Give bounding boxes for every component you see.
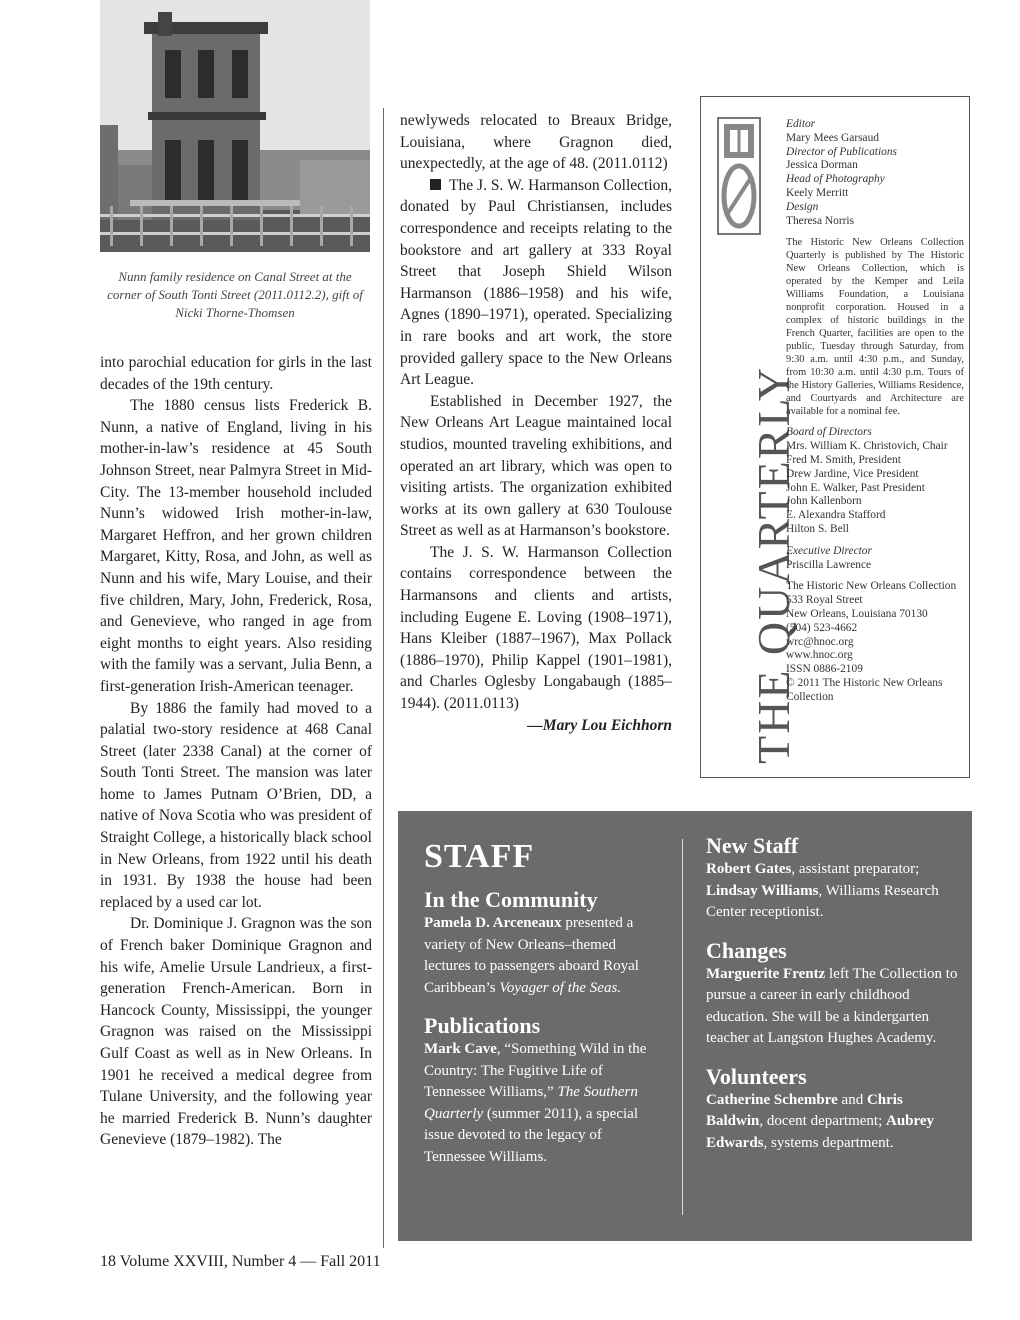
- new-staff-heading: New Staff: [706, 833, 799, 858]
- board-member: Drew Jardine, Vice President: [786, 467, 919, 480]
- staff-right-column: [706, 833, 958, 1168]
- photography-label: Head of Photography: [786, 173, 885, 186]
- staff-divider: [682, 839, 683, 1215]
- community-text: [424, 913, 664, 999]
- text: , systems department.: [763, 1134, 894, 1151]
- board-member: Mrs. William K. Christovich, Chair: [786, 440, 948, 453]
- volunteer-name: Catherine Schembre: [706, 1091, 838, 1108]
- publications-heading: Publications: [424, 1013, 541, 1038]
- article-column-1: [100, 352, 372, 1151]
- journal-name: The Southern Quarterly: [424, 1084, 638, 1122]
- staff-box: [398, 811, 972, 1241]
- board-member: John Kallenborn: [786, 495, 862, 508]
- volunteer-name: Aubrey Edwards: [706, 1113, 935, 1151]
- phone: (504) 523-4662: [786, 621, 858, 634]
- text: (summer 2011), a special issue devoted to the legacy of Tennessee Williams.: [424, 1105, 638, 1165]
- board-member: Hilton S. Bell: [786, 522, 849, 535]
- board-member: Fred M. Smith, President: [786, 453, 901, 466]
- paragraph: Dr. Dominique J. Gragnon was the son of French baker Dominique Gragnon and his wife, Amelie Ursule Landrieux, a first-generation French-American. Born in Hancock County, Mississippi, the younger Gragnon was raised on the Mississippi Gulf Coast as well as in New Orleans. In 1901 he received a medical degree from Tulane University, and the following year he married Frederick B. Nunn’s daughter Genevieve (1879–1982). The: [100, 915, 372, 1149]
- about-text: The Historic New Orleans Collection Quarterly is published by The Historic New Orleans Collection, which is operated by the Kemper and Leila Williams Foundation, a Louisiana nonprofit corporation. Housed in a complex of historic buildings in the French Quarter, facilities are open to the public, Tuesday through Saturday, from 9:30 a.m. until 4:30 p.m., and Sunday, from 10:30 a.m. until 4:30 p.m. Tours of the History Galleries, Williams Residence, and Courtyards and Architecture are available for a nominal fee.: [786, 237, 964, 418]
- house-photo: [100, 0, 370, 252]
- board-member: John E. Walker, Past President: [786, 481, 925, 494]
- photography-name: Keely Merritt: [786, 186, 849, 199]
- exec-label: Executive Director: [786, 544, 872, 557]
- paragraph: newlyweds relocated to Breaux Bridge, Louisiana, where Gragnon died, unexpectedly, at the age of 48. (2011.0112): [400, 112, 672, 173]
- volunteer-name: Chris Baldwin: [706, 1091, 903, 1129]
- hnoc-logo: [716, 116, 762, 236]
- volunteers-text: [706, 1090, 958, 1155]
- paragraph: The J. S. W. Harmanson Collection contains correspondence between the Harmansons and clients and artists, including Eugene E. Loving (1908–1971), Hans Kleiber (1887–1967), Max Pollack (1886–1970), Philip Kappel (1901–1981), and Charles Oglesby Longabaugh (1885–1944). (2011.0113): [400, 543, 672, 713]
- issn: ISSN 0886-2109: [786, 663, 863, 676]
- text: , Williams Research Center receptionist.: [706, 882, 939, 920]
- board-label: Board of Directors: [786, 426, 872, 439]
- editor-label: Editor: [786, 118, 816, 130]
- paragraph: The 1880 census lists Frederick B. Nunn, a native of England, living in his mother-in-law’s residence at 45 South Johnson Street, near Palmyra Street in Mid-City. The 13-member household included Nunn’s widowed Irish mother-in-law, Margaret Heffron, and her grown children Margaret, Kitty, Rosa, and John, as well as Nunn and his wife, Mary Louise, and their five children, Mary, John, Frederick, Rosa, and Genevieve, who ranged in age from eight months to eight years. Also residing with the family was a servant, Julia Benn, a first-generation Irish-American teenager.: [100, 397, 372, 695]
- staff-title: STAFF: [424, 838, 535, 875]
- masthead-info: [786, 118, 964, 713]
- design-label: Design: [786, 200, 819, 213]
- address-line: New Orleans, Louisiana 70130: [786, 607, 928, 620]
- email-link[interactable]: wrc@hnoc.org: [786, 635, 854, 648]
- text: presented a variety of New Orleans–themed lectures to passengers aboard Royal Caribbean’s: [424, 915, 639, 996]
- staff-name: Mark Cave: [424, 1041, 497, 1057]
- address-line: The Historic New Orleans Collection: [786, 580, 957, 593]
- text: , “Something Wild in the Country: The Fugitive Life of Tennessee Williams,”: [424, 1041, 647, 1100]
- design-name: Theresa Norris: [786, 214, 854, 227]
- volunteers-heading: Volunteers: [706, 1063, 807, 1089]
- ship-name: Voyager of the Seas.: [499, 979, 622, 996]
- website-link[interactable]: www.hnoc.org: [786, 649, 853, 662]
- community-heading: In the Community: [424, 887, 598, 912]
- text: and: [837, 1091, 867, 1108]
- section-marker-icon: [430, 179, 441, 190]
- staff-left-column: [424, 837, 664, 1182]
- new-staff-text: [706, 859, 958, 924]
- article-column-2: [400, 110, 672, 736]
- text: , assistant preparator;: [791, 861, 920, 877]
- text: , docent department;: [759, 1113, 886, 1129]
- photo-caption: Nunn family residence on Canal Street at the corner of South Tonti Street (2011.0112.2), gift of Nicki Thorne-Thomsen: [107, 269, 363, 320]
- changes-text: [706, 964, 958, 1050]
- text: left The Collection to pursue a career in early childhood education. She will be a kindergarten teacher at Langston Hughes Academy.: [706, 965, 958, 1046]
- changes-heading: Changes: [706, 937, 787, 963]
- paragraph-text: The J. S. W. Harmanson Collection, donated by Paul Christiansen, includes correspondence and receipts relating to the bookstore and art gallery at 333 Royal Street that Joseph Shield Wilson Harmanson (1886–1958) and his wife, Agnes (1890–1971), operated. Specializing in rare books and art work, the store provided gallery space to the New Orleans Art League.: [400, 176, 672, 389]
- publications-text: [424, 1039, 664, 1168]
- publications-label: Director of Publications: [786, 145, 897, 158]
- quarterly-vertical-title: THE QUARTERLY: [748, 365, 799, 764]
- hnoc-logo-icon: [716, 116, 762, 236]
- author-signature: —Mary Lou Eichhorn: [527, 716, 672, 734]
- paragraph: By 1886 the family had moved to a palatial two-story residence at 468 Canal Street (later 2338 Canal) at the corner of South Tonti Street. The mansion was later home to James Putnam O’Brien, DD, a native of Nova Scotia who was president of Straight College, a historically black school in New Orleans, from 1922 until his death in 1931. By 1938 the house had been replaced by a used car lot.: [100, 699, 372, 911]
- staff-name: Pamela D. Arceneaux: [424, 915, 562, 931]
- paragraph: into parochial education for girls in the last decades of the 19th century.: [100, 354, 372, 393]
- exec-name: Priscilla Lawrence: [786, 558, 872, 571]
- staff-name: Robert Gates: [706, 861, 792, 877]
- address-line: 533 Royal Street: [786, 594, 863, 607]
- paragraph: [400, 175, 672, 391]
- staff-name: Lindsay Williams: [706, 882, 819, 899]
- house-photo-image: [100, 0, 370, 252]
- column-divider: [383, 108, 384, 1248]
- copyright: © 2011 The Historic New Orleans Collection: [786, 676, 943, 703]
- staff-name: Marguerite Frentz: [706, 965, 826, 982]
- board-member: E. Alexandra Stafford: [786, 509, 886, 522]
- editor-name: Mary Mees Garsaud: [786, 131, 879, 144]
- paragraph: Established in December 1927, the New Orleans Art League maintained local studios, mounted traveling exhibitions, and operated an art library, which was open to visiting artists. The organization exhibited works at its own gallery at 630 Toulouse Street as well as at Harmanson’s bookstore.: [400, 392, 672, 540]
- page-footer: 18 Volume XXVIII, Number 4 — Fall 2011: [100, 1253, 381, 1270]
- publications-name: Jessica Dorman: [786, 159, 858, 172]
